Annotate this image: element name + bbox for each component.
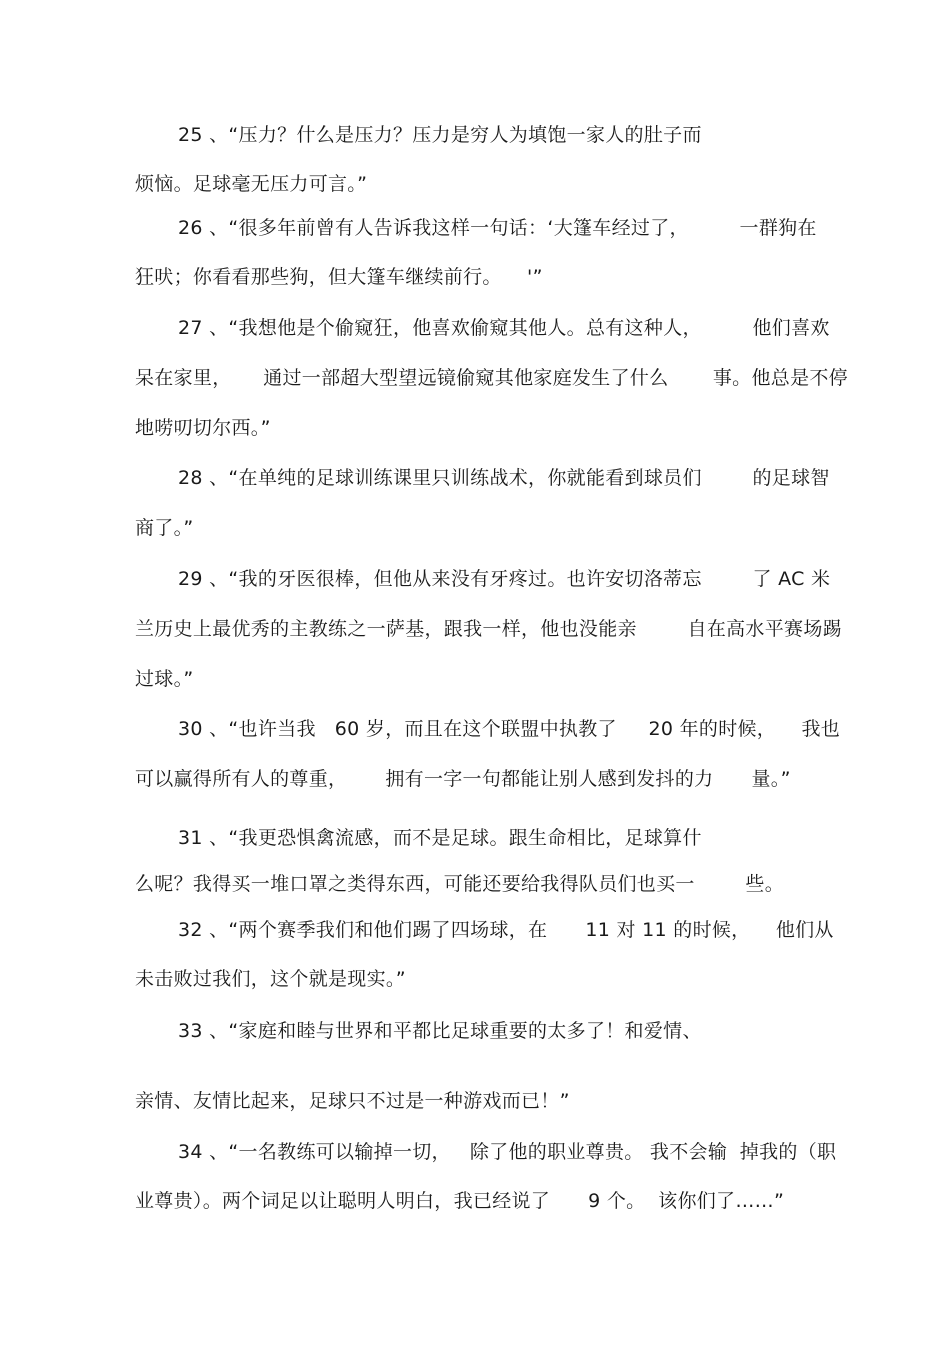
quote-31-line-2: 么呢？我得买一堆口罩之类得东西，可能还要给我得队员们也买一 些。 — [135, 873, 785, 895]
quote-25-line-1: 25 、“压力？什么是压力？压力是穷人为填饱一家人的肚子而 — [178, 124, 702, 146]
quote-27-line-1: 27 、“我想他是个偷窥狂，他喜欢偷窥其他人。总有这种人， 他们喜欢 — [178, 317, 830, 339]
quote-26-line-2: 狂吠；你看看那些狗，但大篷车继续前行。 '” — [135, 266, 543, 288]
quote-29-line-2: 兰历史上最优秀的主教练之一萨基，跟我一样，他也没能亲 自在高水平赛场踢 — [135, 618, 842, 640]
quote-31-line-1: 31 、“我更恐惧禽流感，而不是足球。跟生命相比，足球算什 — [178, 827, 702, 849]
quote-30-line-2: 可以赢得所有人的尊重， 拥有一字一句都能让别人感到发抖的力 量。” — [135, 768, 791, 790]
quote-27-line-3: 地唠叨切尔西。” — [135, 417, 271, 439]
quote-28-line-2: 商了。” — [135, 517, 194, 539]
quote-32-line-2: 未击败过我们，这个就是现实。” — [135, 968, 406, 990]
quote-32-line-1: 32 、“两个赛季我们和他们踢了四场球，在 11 对 11 的时候， 他们从 — [178, 919, 834, 941]
quote-29-line-3: 过球。” — [135, 668, 194, 690]
quote-28-line-1: 28 、“在单纯的足球训练课里只训练战术，你就能看到球员们 的足球智 — [178, 467, 830, 489]
quote-34-line-2: 业尊贵）。两个词足以让聪明人明白，我已经说了 9 个。 该你们了……” — [135, 1190, 785, 1212]
quote-27-line-2: 呆在家里， 通过一部超大型望远镜偷窥其他家庭发生了什么 事。他总是不停 — [135, 367, 848, 389]
quote-25-line-2: 烦恼。足球毫无压力可言。” — [135, 173, 368, 195]
quote-33-line-1: 33 、“家庭和睦与世界和平都比足球重要的太多了！和爱情、 — [178, 1020, 702, 1042]
quote-33-line-2: 亲情、友情比起来，足球只不过是一种游戏而已！” — [135, 1090, 570, 1112]
quote-26-line-1: 26 、“很多年前曾有人告诉我这样一句话：‘大篷车经过了， 一群狗在 — [178, 217, 817, 239]
quote-34-line-1: 34 、“一名教练可以输掉一切， 除了他的职业尊贵。 我不会输 掉我的（职 — [178, 1141, 837, 1163]
quote-30-line-1: 30 、“也许当我 60 岁，而且在这个联盟中执教了 20 年的时候， 我也 — [178, 718, 841, 740]
quote-29-line-1: 29 、“我的牙医很棒，但他从来没有牙疼过。也许安切洛蒂忘 了 AC 米 — [178, 568, 831, 590]
